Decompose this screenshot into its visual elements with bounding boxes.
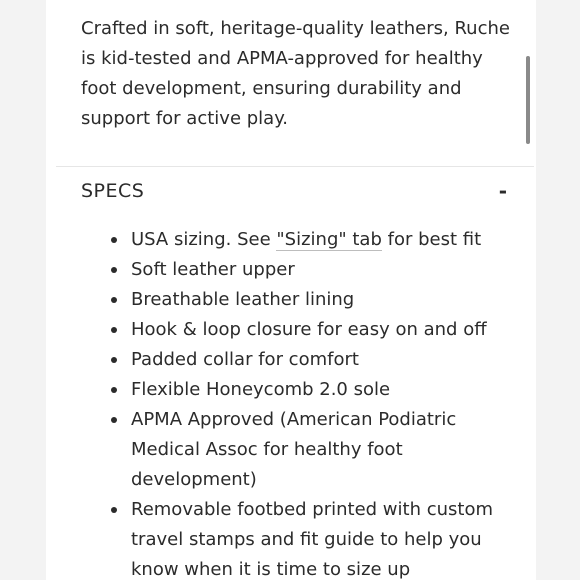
- spec-text: for best fit: [381, 229, 482, 250]
- list-item: Soft leather upper: [131, 255, 521, 285]
- list-item: Removable footbed printed with custom travel stamps and fit guide to help you know when it is time to size up: [131, 495, 521, 580]
- specs-accordion-header[interactable]: [81, 176, 511, 206]
- list-item: Breathable leather lining: [131, 285, 521, 315]
- list-item: Flexible Honeycomb 2.0 sole: [131, 375, 521, 405]
- specs-title: SPECS: [81, 180, 145, 202]
- product-details-panel: [46, 0, 536, 580]
- product-description: Crafted in soft, heritage-quality leathers, Ruche is kid-tested and APMA-approved for healthy foot development, ensuring durability and support for active play.: [81, 18, 510, 129]
- sizing-tab-link[interactable]: "Sizing" tab: [276, 229, 382, 250]
- collapse-minus-icon[interactable]: -: [498, 179, 507, 203]
- list-item: APMA Approved (American Podiatric Medical Assoc for healthy foot development): [131, 405, 521, 495]
- spec-text: USA sizing. See: [131, 229, 277, 250]
- section-divider: [56, 166, 534, 167]
- scrollbar-thumb[interactable]: [526, 56, 530, 144]
- list-item-usa-sizing: [131, 225, 521, 255]
- list-item: Padded collar for comfort: [131, 345, 521, 375]
- list-item: Hook & loop closure for easy on and off: [131, 315, 521, 345]
- specs-list: [131, 225, 521, 580]
